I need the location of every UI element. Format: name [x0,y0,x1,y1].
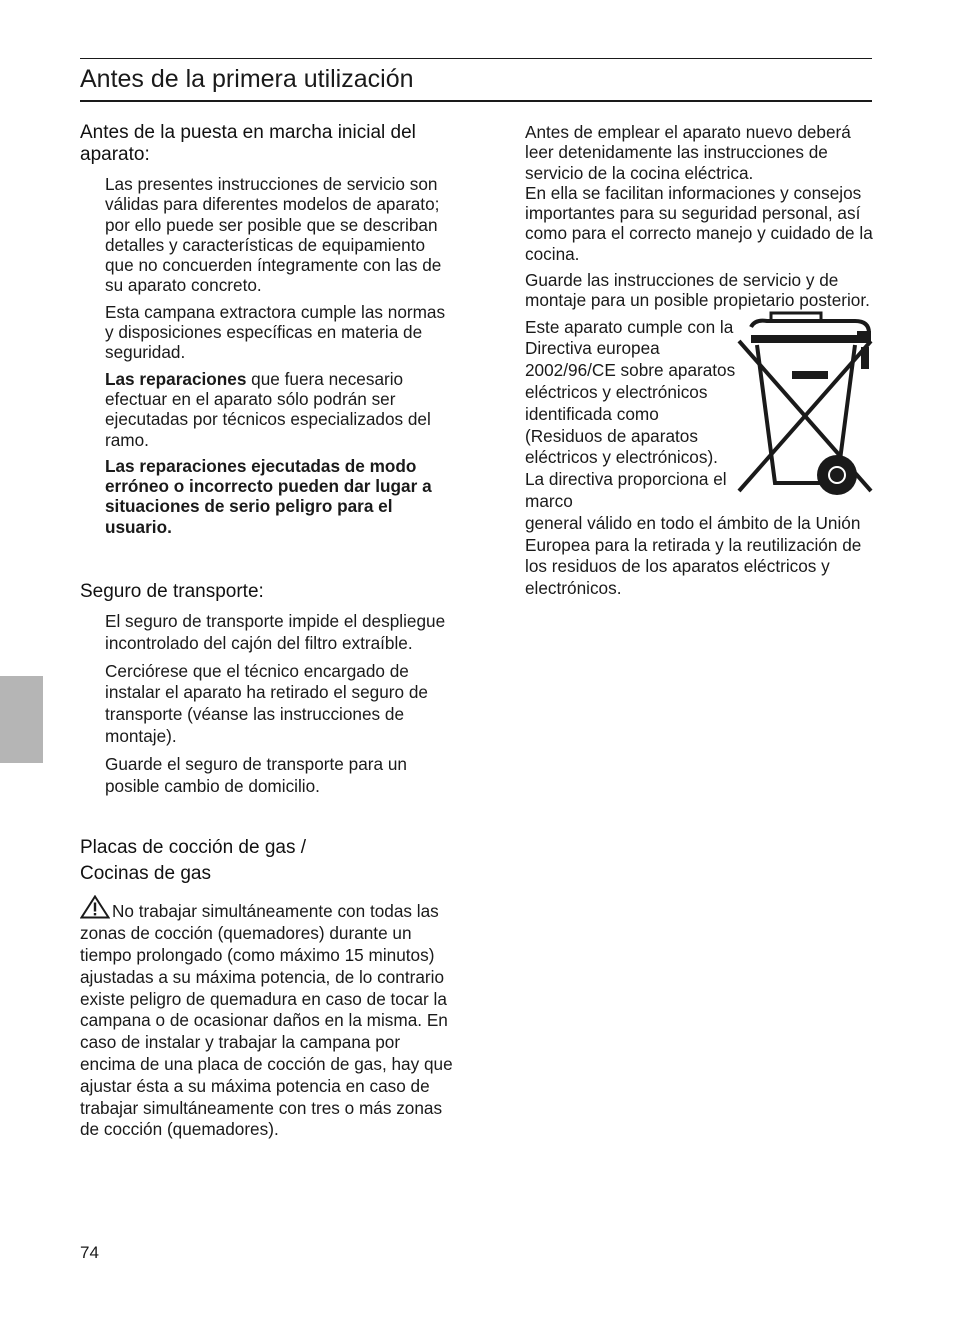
weee-paragraph-wide: general válido en todo el ámbito de la Unión Europea para la retirada y la reutilización de los residuos de los aparatos eléctricos y electrónicos. [525,512,862,599]
paragraph: Antes de emplear el aparato nuevo deberá leer detenidamente las instrucciones de servicio de la cocina eléctrica. [525,122,851,183]
paragraph: Esta campana extractora cumple las normas y disposiciones específicas en materia de seguridad. [105,301,446,363]
section-heading [80,835,456,887]
paragraph: En ella se facilitan informaciones y consejos importantes para su seguridad personal, así como para el correcto manejo y cuidado de la cocina. [525,182,873,264]
right-column [525,122,875,600]
paragraph [105,369,456,450]
section-heading: Seguro de transporte: [80,581,264,603]
heading-line: Placas de cocción de gas / [80,837,307,859]
paragraph-text: No trabajar simultáneamente con todas las zonas de cocción (quemadores) durante un tiempo prolongado (como máximo 15 minutos) ajustadas a su máxima potencia, de lo contrario existe peligro de quemadura en caso de tocar la campana o de ocasionar daños en la misma. En caso de instalar y trabajar la campana por encima de una placa de cocción de gas, hay que ajustar ésta a su máxima potencia en caso de trabajar simultáneamente con tres o más zonas de cocción (quemadores). [80,901,453,1140]
bold-phrase: Las reparaciones [105,368,247,389]
section-transport-lock [80,581,456,797]
language-side-tab [0,676,43,763]
paragraph: Guarde el seguro de transporte para un posible cambio de domicilio. [105,753,407,796]
weee-notice [525,317,875,600]
section-heading: Antes de la puesta en marcha inicial del aparato: [80,122,416,165]
warning-paragraph [80,895,456,1141]
warning-triangle-icon [80,895,110,919]
paragraph: Guarde las instrucciones de servicio y de montaje para un posible propietario posterior. [525,270,870,311]
paragraph: El seguro de transporte impide el despliegue incontrolado del cajón del filtro extraíble. [105,611,446,653]
section-gas-hobs [80,835,456,1141]
bold-warning: Las reparaciones ejecutadas de modo erróneo o incorrecto pueden dar lugar a situaciones de serio peligro para el usuario. [105,455,432,537]
section-before-start [80,122,456,537]
paragraph: Las presentes instrucciones de servicio son válidas para diferentes modelos de aparato; por ello puede ser posible que se describan detalles y características de equipamiento que no concuerden íntegramente con las de su aparato concreto. [105,174,442,296]
weee-paragraph-narrow: Este aparato cumple con la Directiva europea 2002/96/CE sobre aparatos eléctricos y electrónicos identificada como (Residuos de aparatos eléctricos y electrónicos). La directiva proporciona el marco [525,316,736,512]
warning-paragraph [105,456,456,537]
page-number: 74 [80,1243,99,1262]
paragraph-text: que fuera necesario efectuar en el aparato sólo podrán ser ejecutadas por técnicos especializados del ramo. [105,368,431,450]
heading-line: Cocinas de gas [80,863,211,885]
crossed-out-wheelie-bin-icon [737,311,873,499]
page-title: Antes de la primera utilización [80,65,414,93]
left-column [80,122,456,1141]
header-rule-bottom [80,100,872,102]
header-rule-top [80,58,872,59]
paragraph: Cerciórese que el técnico encargado de instalar el aparato ha retirado el seguro de transporte (véanse las instrucciones de montaje). [105,660,428,747]
